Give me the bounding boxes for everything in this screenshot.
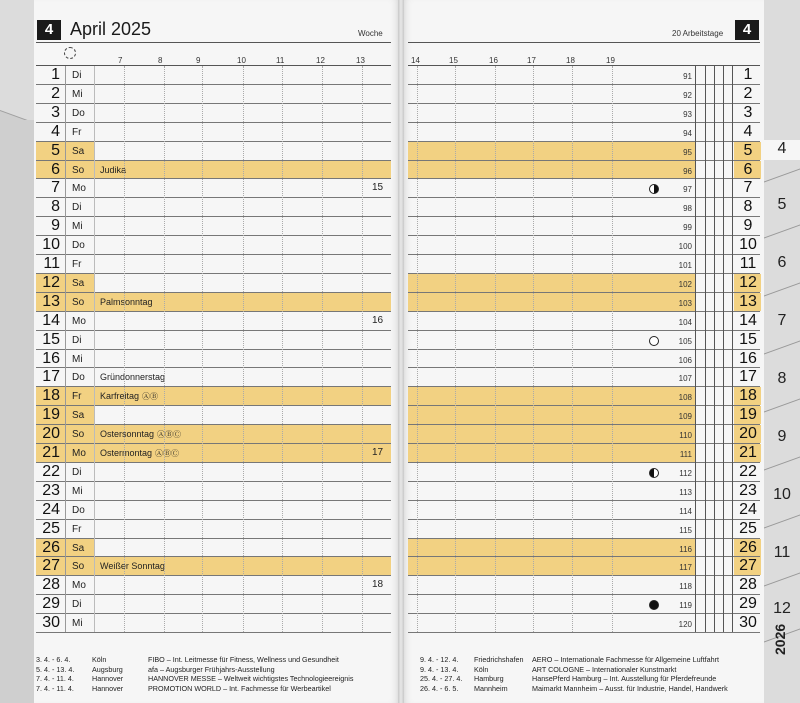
trade-fair-entry xyxy=(36,684,353,694)
day-of-year: 91 xyxy=(683,72,692,81)
day-number: 30 xyxy=(42,614,60,632)
day-number: 5 xyxy=(51,141,60,159)
weekday: Di xyxy=(72,599,82,611)
day-number-right: 8 xyxy=(743,198,753,216)
fair-date: 7. 4. - 11. 4. xyxy=(36,674,74,683)
weekday: Sa xyxy=(72,277,85,289)
day-number: 13 xyxy=(42,292,60,310)
weekend-highlight-right xyxy=(408,406,696,424)
hour-grid-line xyxy=(243,66,244,632)
trade-fair-entry xyxy=(36,655,353,665)
weekday: Di xyxy=(72,70,82,81)
hour-grid-line xyxy=(495,66,496,632)
day-number-right: 6 xyxy=(743,160,753,178)
row-separator-right xyxy=(408,462,760,463)
weekday-column-rule-2 xyxy=(94,66,95,632)
day-number: 14 xyxy=(42,311,60,329)
row-separator-right xyxy=(408,519,760,520)
weekday: Mi xyxy=(72,88,83,100)
day-number: 15 xyxy=(42,330,60,348)
day-number-right: 1 xyxy=(743,66,753,83)
hours-rule-right xyxy=(408,65,760,66)
month-tab-divider xyxy=(764,282,800,296)
day-number: 23 xyxy=(42,481,60,499)
row-separator-left xyxy=(36,594,391,595)
day-number: 9 xyxy=(51,217,60,235)
month-tab-divider xyxy=(764,514,800,528)
month-tab-divider xyxy=(764,456,800,470)
fair-date: 5. 4. - 13. 4. xyxy=(36,664,75,674)
day-number: 3 xyxy=(51,103,60,121)
weekday-column-rule xyxy=(65,66,66,632)
row-separator-right xyxy=(408,84,760,85)
day-number: 20 xyxy=(42,425,60,443)
weekday: Di xyxy=(72,466,82,478)
weekday: Fr xyxy=(72,259,82,270)
day-number: 6 xyxy=(51,160,60,178)
day-number-right: 5 xyxy=(743,141,753,159)
day-number-right: 12 xyxy=(739,273,757,291)
row-separator-right xyxy=(408,481,760,482)
row-separator-left xyxy=(36,235,391,236)
day-of-year: 114 xyxy=(679,506,692,516)
day-number: 2 xyxy=(51,84,60,102)
weekday: Fr xyxy=(72,523,82,535)
row-separator-left xyxy=(36,103,391,104)
day-of-year: 101 xyxy=(678,261,692,270)
weekday: Sa xyxy=(72,145,85,157)
day-number: 7 xyxy=(51,179,60,197)
hour-grid-line xyxy=(533,66,534,632)
weekday: So xyxy=(72,164,85,176)
day-number: 1 xyxy=(51,66,60,83)
day-number-right: 11 xyxy=(739,255,757,272)
row-separator-left xyxy=(36,632,391,633)
day-number: 24 xyxy=(42,500,60,518)
right-page xyxy=(402,0,764,703)
holiday-state-badges: ⒶⒷⒸ xyxy=(157,430,182,440)
holiday-name: Gründonnerstag xyxy=(100,372,166,383)
month-tab-divider xyxy=(764,398,800,412)
day-number: 12 xyxy=(42,273,60,291)
moon-phase-icon xyxy=(649,468,659,478)
day-of-year: 110 xyxy=(679,431,692,441)
month-tab-10[interactable]: 10 xyxy=(773,486,791,503)
weekday: Mi xyxy=(72,353,83,365)
day-number: 16 xyxy=(42,349,60,367)
weekday: Mi xyxy=(72,221,83,233)
holiday-name: Weißer Sonntag xyxy=(100,561,165,572)
day-number: 17 xyxy=(42,368,60,386)
month-tab-divider xyxy=(764,168,800,182)
day-of-year: 96 xyxy=(683,166,692,176)
holiday-name: Ostersonntag ⒶⒷⒸ xyxy=(100,429,182,440)
fair-description: HANNOVER MESSE – Weltweit wichtigstes Technologieereignis xyxy=(148,674,354,683)
day-of-year: 93 xyxy=(683,109,692,119)
week-number: 16 xyxy=(372,314,384,326)
row-separator-left xyxy=(36,84,391,85)
row-separator-right xyxy=(408,197,760,198)
weekend-highlight-right xyxy=(408,387,696,405)
notes-column-rule xyxy=(705,66,706,632)
row-separator-right xyxy=(408,575,760,576)
day-number-right: 4 xyxy=(743,122,753,140)
weekday: Sa xyxy=(72,542,85,554)
fair-description: Maimarkt Mannheim – Ausst. für Industrie, Handel, Handwerk xyxy=(532,683,728,693)
hour-label: 12 xyxy=(316,56,325,65)
hour-grid-line xyxy=(362,66,363,632)
hour-label: 7 xyxy=(118,56,123,65)
hour-grid-line xyxy=(322,66,323,632)
hour-grid-line xyxy=(202,66,203,632)
fair-description: afa – Augsburger Frühjahrs-Ausstellung xyxy=(148,664,275,674)
hour-label: 9 xyxy=(196,56,201,65)
day-number: 28 xyxy=(42,576,60,594)
day-of-year: 108 xyxy=(678,393,692,403)
fair-description: ART COLOGNE – Internationaler Kunstmarkt xyxy=(532,664,677,674)
month-number-right: 4 xyxy=(735,20,759,40)
day-of-year: 98 xyxy=(683,204,692,214)
trade-fair-entry xyxy=(36,665,353,675)
weekday: Do xyxy=(72,504,85,516)
day-number-right: 26 xyxy=(739,538,757,556)
day-of-year: 102 xyxy=(678,279,692,289)
hour-label: 10 xyxy=(237,56,246,65)
day-of-year: 109 xyxy=(678,412,692,422)
fair-description: FIBO – Int. Leitmesse für Fitness, Wellness und Gesundheit xyxy=(148,655,339,664)
day-number: 19 xyxy=(42,406,60,424)
moon-phase-icon xyxy=(649,336,659,346)
day-number-right: 30 xyxy=(739,614,757,632)
week-number: 15 xyxy=(372,182,384,194)
hour-label: 18 xyxy=(566,56,575,65)
hour-label: 19 xyxy=(606,56,615,65)
hour-grid-line xyxy=(455,66,456,632)
row-separator-right xyxy=(408,594,760,595)
hour-label: 14 xyxy=(411,56,420,65)
hour-grid-line xyxy=(612,66,613,632)
fair-city: Hannover xyxy=(92,674,124,683)
fair-city: Mannheim xyxy=(474,683,508,693)
row-separator-right xyxy=(408,103,760,104)
hour-label: 8 xyxy=(158,56,163,65)
weekday: Di xyxy=(72,334,82,346)
day-number-right: 21 xyxy=(739,444,757,461)
fair-date: 7. 4. - 11. 4. xyxy=(36,683,74,693)
day-number-right: 7 xyxy=(743,179,753,197)
weekend-highlight-right xyxy=(408,425,696,443)
notes-column-rule xyxy=(714,66,715,632)
row-separator-right xyxy=(408,235,760,236)
trade-fairs-left xyxy=(36,655,353,693)
trade-fair-entry xyxy=(420,655,728,665)
day-of-year: 99 xyxy=(683,223,692,233)
hour-grid-line xyxy=(572,66,573,632)
hour-grid-line xyxy=(164,66,165,632)
year-tab[interactable]: 2026 xyxy=(772,623,788,655)
day-number-right: 22 xyxy=(739,462,757,480)
book-spine xyxy=(398,0,404,703)
day-number: 4 xyxy=(51,122,60,140)
weekday: Fr xyxy=(72,126,82,138)
day-number: 11 xyxy=(43,255,60,272)
day-of-year: 112 xyxy=(679,468,692,478)
day-number-right: 13 xyxy=(739,292,757,310)
fair-date: 9. 4. - 12. 4. xyxy=(420,655,459,664)
day-number: 29 xyxy=(42,595,60,613)
row-separator-left xyxy=(36,519,391,520)
fair-city: Augsburg xyxy=(92,664,123,674)
weekday: So xyxy=(72,561,85,573)
day-number: 26 xyxy=(42,538,60,556)
day-number-right: 19 xyxy=(739,406,757,424)
row-separator-left xyxy=(36,481,391,482)
month-tab-11[interactable]: 11 xyxy=(773,544,791,561)
trade-fair-entry xyxy=(420,665,728,675)
month-tab-6[interactable]: 6 xyxy=(777,254,787,271)
day-number-right: 27 xyxy=(739,557,757,575)
row-separator-left xyxy=(36,575,391,576)
notes-column-rule xyxy=(723,66,724,632)
day-number-right: 14 xyxy=(739,311,757,329)
day-number-right: 20 xyxy=(739,425,757,443)
sunrise-icon xyxy=(64,47,76,59)
weekday: Mo xyxy=(72,448,86,459)
weekday: So xyxy=(72,296,85,308)
hour-grid-line xyxy=(124,66,125,632)
holiday-name: Ostermontag ⒶⒷⒸ xyxy=(100,448,180,458)
row-separator-left xyxy=(36,311,391,312)
day-of-year: 119 xyxy=(679,601,692,611)
weekday: Do xyxy=(72,107,85,119)
fair-city: Friedrichshafen xyxy=(474,655,524,664)
month-tab-9[interactable]: 9 xyxy=(777,428,787,445)
day-number: 27 xyxy=(42,557,60,575)
day-number-right: 2 xyxy=(743,84,753,102)
day-number-right: 25 xyxy=(739,519,757,537)
weekday: Mi xyxy=(72,485,83,497)
day-of-year: 106 xyxy=(678,355,692,365)
day-number-right: 24 xyxy=(739,500,757,518)
hour-label: 16 xyxy=(489,56,498,65)
weekday: Mo xyxy=(72,315,86,327)
row-separator-right xyxy=(408,330,760,331)
row-separator-left xyxy=(36,197,391,198)
day-number-right: 17 xyxy=(739,368,757,386)
row-separator-left xyxy=(36,462,391,463)
fair-date: 25. 4. - 27. 4. xyxy=(420,674,463,683)
holiday-name: Karfreitag ⒶⒷ xyxy=(100,391,159,402)
weekend-highlight-right xyxy=(408,142,696,160)
weekday: Mo xyxy=(72,183,86,195)
fair-city: Köln xyxy=(474,664,489,674)
day-of-year: 120 xyxy=(678,620,692,630)
fair-date: 9. 4. - 13. 4. xyxy=(420,664,459,674)
row-separator-left xyxy=(36,349,391,350)
holiday-name: Judika xyxy=(100,164,127,175)
workdays-label: 20 Arbeitstage xyxy=(672,29,724,38)
row-separator-right xyxy=(408,367,760,368)
day-of-year: 95 xyxy=(683,147,692,157)
fair-city: Hannover xyxy=(92,683,124,693)
hour-label: 17 xyxy=(527,56,536,65)
row-separator-left xyxy=(36,122,391,123)
left-tab-strip xyxy=(0,120,35,703)
week-number: 17 xyxy=(372,447,384,458)
row-separator-right xyxy=(408,500,760,501)
row-separator-right xyxy=(408,632,760,633)
month-tab-5[interactable]: 5 xyxy=(777,196,787,213)
month-tab-divider xyxy=(764,340,800,354)
row-separator-left xyxy=(36,178,391,179)
holiday-state-badges: ⒶⒷ xyxy=(142,392,159,402)
row-separator-right xyxy=(408,349,760,350)
weekday: Mi xyxy=(72,618,83,630)
holiday-name: Palmsonntag xyxy=(100,296,153,307)
day-number-right: 29 xyxy=(739,595,757,613)
month-tab-12[interactable]: 12 xyxy=(773,600,791,617)
hour-grid-line xyxy=(282,66,283,632)
row-separator-left xyxy=(36,613,391,614)
month-tab-7[interactable]: 7 xyxy=(777,312,787,329)
trade-fairs-right xyxy=(420,655,728,693)
row-separator-left xyxy=(36,254,391,255)
day-of-year: 116 xyxy=(679,544,692,554)
weekend-highlight-right xyxy=(408,161,696,179)
left-page xyxy=(34,0,400,703)
day-number: 18 xyxy=(42,387,60,405)
header-rule-left xyxy=(36,42,391,43)
day-of-year: 118 xyxy=(679,582,692,592)
month-tab-divider xyxy=(764,572,800,586)
day-number-right: 23 xyxy=(739,481,757,499)
weekend-highlight-right xyxy=(408,274,696,292)
row-separator-right xyxy=(408,216,760,217)
day-number-right: 9 xyxy=(743,217,753,235)
weekday: Di xyxy=(72,202,82,214)
day-of-year: 105 xyxy=(678,336,692,346)
notes-column-rule xyxy=(732,66,733,632)
day-of-year: 104 xyxy=(678,317,692,327)
row-separator-right xyxy=(408,311,760,312)
day-of-year: 94 xyxy=(683,128,692,138)
holiday-state-badges: ⒶⒷⒸ xyxy=(155,449,180,458)
fair-date: 26. 4. - 6. 5. xyxy=(420,683,459,693)
day-number: 8 xyxy=(51,198,60,216)
day-number-right: 3 xyxy=(743,103,753,121)
day-number-right: 15 xyxy=(739,330,757,348)
hour-label: 15 xyxy=(449,56,458,65)
trade-fair-entry xyxy=(420,674,728,684)
header-rule-right xyxy=(408,42,760,43)
fair-description: AERO – Internationale Fachmesse für Allgemeine Luftfahrt xyxy=(532,655,719,664)
hours-rule-left xyxy=(36,65,391,66)
hour-grid-line xyxy=(417,66,418,632)
week-number: 18 xyxy=(372,579,384,591)
weekday: Fr xyxy=(72,391,82,403)
weekday: Do xyxy=(72,372,85,384)
day-number-right: 18 xyxy=(739,387,757,405)
month-tab-8[interactable]: 8 xyxy=(777,370,787,387)
trade-fair-entry xyxy=(420,684,728,694)
row-separator-right xyxy=(408,178,760,179)
row-separator-left xyxy=(36,330,391,331)
day-of-year: 107 xyxy=(678,374,692,384)
day-number: 10 xyxy=(42,236,60,254)
notes-column-rule xyxy=(695,66,696,632)
day-number: 25 xyxy=(42,519,60,537)
day-number: 22 xyxy=(42,462,60,480)
fair-description: HansePferd Hamburg – Int. Ausstellung für Pferdefreunde xyxy=(532,674,717,683)
weekend-highlight-right xyxy=(408,557,696,575)
day-of-year: 103 xyxy=(678,298,692,308)
hour-label: 13 xyxy=(356,56,365,65)
weekend-highlight-right xyxy=(408,539,696,557)
day-number-right: 28 xyxy=(739,576,757,594)
weekday: Mo xyxy=(72,580,86,592)
weekend-highlight-right xyxy=(408,293,696,311)
week-label: Woche xyxy=(358,29,383,38)
weekday: Do xyxy=(72,240,85,252)
day-of-year: 100 xyxy=(678,242,692,252)
fair-city: Hamburg xyxy=(474,674,504,683)
row-separator-left xyxy=(36,500,391,501)
hour-label: 11 xyxy=(276,56,285,65)
month-number-left: 4 xyxy=(37,20,61,40)
fair-description: PROMOTION WORLD – Int. Fachmesse für Werbeartikel xyxy=(148,683,331,693)
day-number: 21 xyxy=(42,444,60,461)
day-of-year: 115 xyxy=(679,525,692,535)
fair-city: Köln xyxy=(92,655,107,664)
fair-date: 3. 4. - 6. 4. xyxy=(36,655,71,664)
row-separator-right xyxy=(408,122,760,123)
row-separator-right xyxy=(408,613,760,614)
month-tab-divider xyxy=(764,224,800,238)
day-of-year: 92 xyxy=(683,90,692,100)
trade-fair-entry xyxy=(36,674,353,684)
day-number-right: 16 xyxy=(739,349,757,367)
weekend-highlight-right xyxy=(408,444,696,462)
day-of-year: 97 xyxy=(683,185,692,195)
weekday: Sa xyxy=(72,410,85,422)
row-separator-right xyxy=(408,254,760,255)
day-of-year: 111 xyxy=(679,450,692,459)
month-title: April 2025 xyxy=(70,19,152,39)
row-separator-left xyxy=(36,367,391,368)
day-of-year: 113 xyxy=(679,487,692,497)
row-separator-left xyxy=(36,216,391,217)
day-of-year: 117 xyxy=(679,563,692,573)
day-number-right: 10 xyxy=(739,236,757,254)
weekday: So xyxy=(72,429,85,441)
month-tab-4[interactable]: 4 xyxy=(764,140,800,160)
